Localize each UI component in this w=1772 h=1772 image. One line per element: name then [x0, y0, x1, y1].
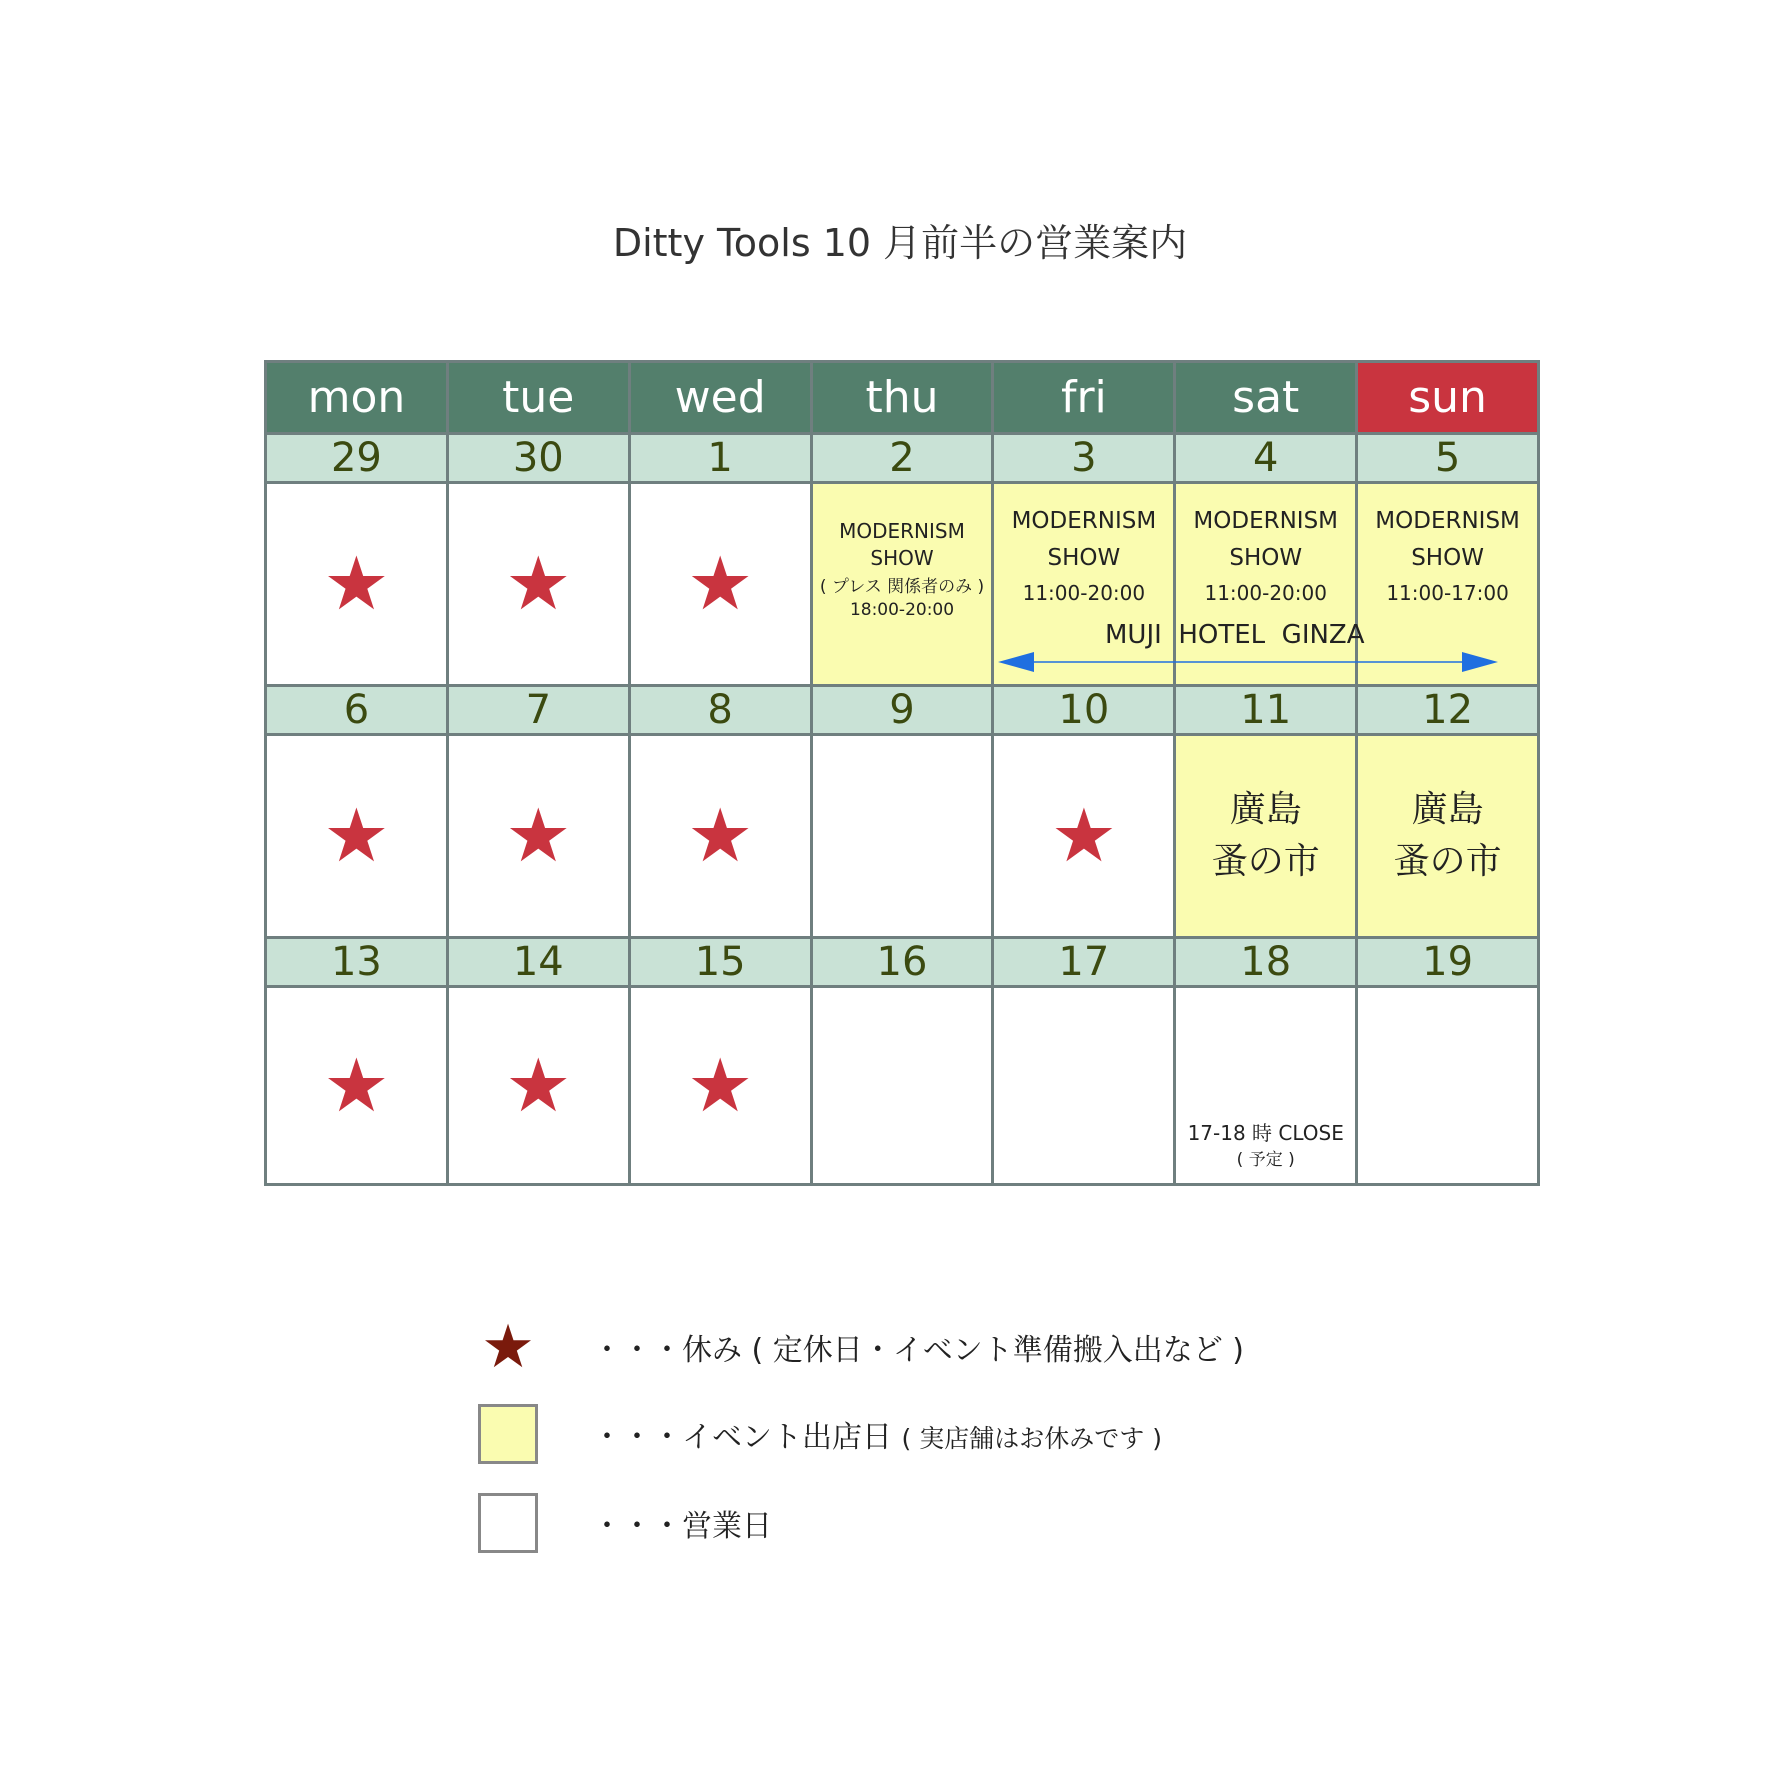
- event-title: MODERNISM: [839, 519, 965, 543]
- event-subtitle: SHOW: [870, 546, 934, 570]
- event-title: 蚤の市: [1211, 841, 1320, 882]
- day-cell: [631, 736, 813, 939]
- event-subtitle: SHOW: [1229, 545, 1303, 572]
- event-time: 11:00-20:00: [1204, 581, 1327, 606]
- legend-holiday: [476, 1312, 1244, 1382]
- legend-label: [592, 1412, 1162, 1456]
- date-cell: 29: [267, 435, 449, 484]
- white-swatch: [478, 1493, 538, 1553]
- calendar: [264, 360, 1540, 1186]
- date-range-arrow-icon: [998, 650, 1498, 674]
- day-cell: [631, 484, 813, 687]
- day-cell: [1176, 988, 1358, 1183]
- day-cell: [267, 988, 449, 1183]
- date-cell: 17: [994, 939, 1176, 988]
- event-title: MODERNISM: [1193, 508, 1339, 534]
- date-cell: 19: [1358, 939, 1537, 988]
- day-cell: [813, 988, 995, 1183]
- event-time: 11:00-20:00: [1022, 581, 1146, 606]
- date-cell: 5: [1358, 435, 1537, 484]
- holiday-star-icon: ★: [686, 541, 754, 627]
- event-subtitle: SHOW: [1411, 545, 1484, 572]
- weekday-thu: thu: [813, 363, 995, 435]
- date-cell: 7: [449, 687, 631, 736]
- star-icon: ★: [481, 1312, 535, 1382]
- weekday-header-row: [267, 363, 1537, 435]
- day-cell: [267, 736, 449, 939]
- holiday-star-icon: ★: [323, 1042, 390, 1129]
- event-time: 11:00-17:00: [1386, 581, 1509, 606]
- event-venue: MUJI HOTEL GINZA: [1105, 620, 1365, 650]
- weekday-sun: sun: [1358, 363, 1537, 435]
- event-note: ( プレス 関係者のみ ): [819, 577, 985, 597]
- event-place: 廣島: [1411, 788, 1484, 830]
- weekday-mon: mon: [267, 363, 449, 435]
- day-cell: [449, 736, 631, 939]
- day-cell: [813, 736, 995, 939]
- day-cell: [994, 736, 1176, 939]
- event-day-cell: [1358, 736, 1537, 939]
- close-note: [1188, 1118, 1344, 1174]
- event-subtitle: SHOW: [1047, 545, 1121, 572]
- close-note-sub: ( 予定 ): [1236, 1149, 1295, 1170]
- weekday-tue: tue: [449, 363, 631, 435]
- legend-mark: [476, 1402, 540, 1466]
- date-cell: 4: [1176, 435, 1358, 484]
- legend-event: [476, 1399, 1162, 1469]
- date-cell: 2: [813, 435, 995, 484]
- holiday-star-icon: ★: [686, 793, 754, 879]
- date-cell: 10: [994, 687, 1176, 736]
- date-cell: 14: [449, 939, 631, 988]
- legend-mark: [476, 1491, 540, 1555]
- holiday-star-icon: ★: [323, 793, 390, 879]
- date-row-1: [267, 435, 1537, 484]
- weekday-sat: sat: [1176, 363, 1358, 435]
- date-cell: 13: [267, 939, 449, 988]
- holiday-star-icon: ★: [686, 1042, 754, 1129]
- event-day-cell: [1176, 736, 1358, 939]
- day-cell: [631, 988, 813, 1183]
- event-day-cell: [813, 484, 995, 687]
- date-row-3: [267, 939, 1537, 988]
- event-title: MODERNISM: [1011, 508, 1157, 534]
- legend-mark: [476, 1312, 540, 1382]
- date-cell: 18: [1176, 939, 1358, 988]
- date-cell: 12: [1358, 687, 1537, 736]
- event-title: MODERNISM: [1375, 508, 1520, 534]
- event-title: 蚤の市: [1393, 841, 1502, 882]
- event-place: 廣島: [1229, 788, 1302, 830]
- day-row-2: [267, 736, 1537, 939]
- page-title: Ditty Tools 10 月前半の営業案内: [612, 221, 1188, 265]
- date-cell: 15: [631, 939, 813, 988]
- legend-label-main: ・・・イベント出店日: [592, 1420, 902, 1455]
- date-cell: 11: [1176, 687, 1358, 736]
- yellow-swatch: [478, 1404, 538, 1464]
- weekday-wed: wed: [631, 363, 813, 435]
- legend-open: [476, 1488, 772, 1558]
- holiday-star-icon: ★: [1050, 793, 1118, 879]
- event-time: 18:00-20:00: [849, 599, 955, 620]
- holiday-star-icon: ★: [323, 541, 390, 627]
- holiday-star-icon: ★: [505, 793, 572, 879]
- holiday-star-icon: ★: [505, 541, 572, 627]
- legend-label: ・・・営業日: [592, 1509, 772, 1544]
- weekday-fri: fri: [994, 363, 1176, 435]
- date-row-2: [267, 687, 1537, 736]
- date-cell: 16: [813, 939, 995, 988]
- date-cell: 6: [267, 687, 449, 736]
- holiday-star-icon: ★: [505, 1042, 572, 1129]
- day-cell: [267, 484, 449, 687]
- date-cell: 8: [631, 687, 813, 736]
- date-cell: 1: [631, 435, 813, 484]
- day-cell: [994, 988, 1176, 1183]
- day-cell: [1358, 988, 1537, 1183]
- legend-label-sub: ( 実店舗はお休みです ): [901, 1424, 1162, 1453]
- legend-label: ・・・休み ( 定休日・イベント準備搬入出など ): [592, 1333, 1245, 1368]
- close-note-time: 17-18 時 CLOSE: [1187, 1120, 1344, 1145]
- date-cell: 30: [449, 435, 631, 484]
- date-cell: 3: [994, 435, 1176, 484]
- day-cell: [449, 484, 631, 687]
- day-cell: [449, 988, 631, 1183]
- date-cell: 9: [813, 687, 995, 736]
- day-row-3: [267, 988, 1537, 1183]
